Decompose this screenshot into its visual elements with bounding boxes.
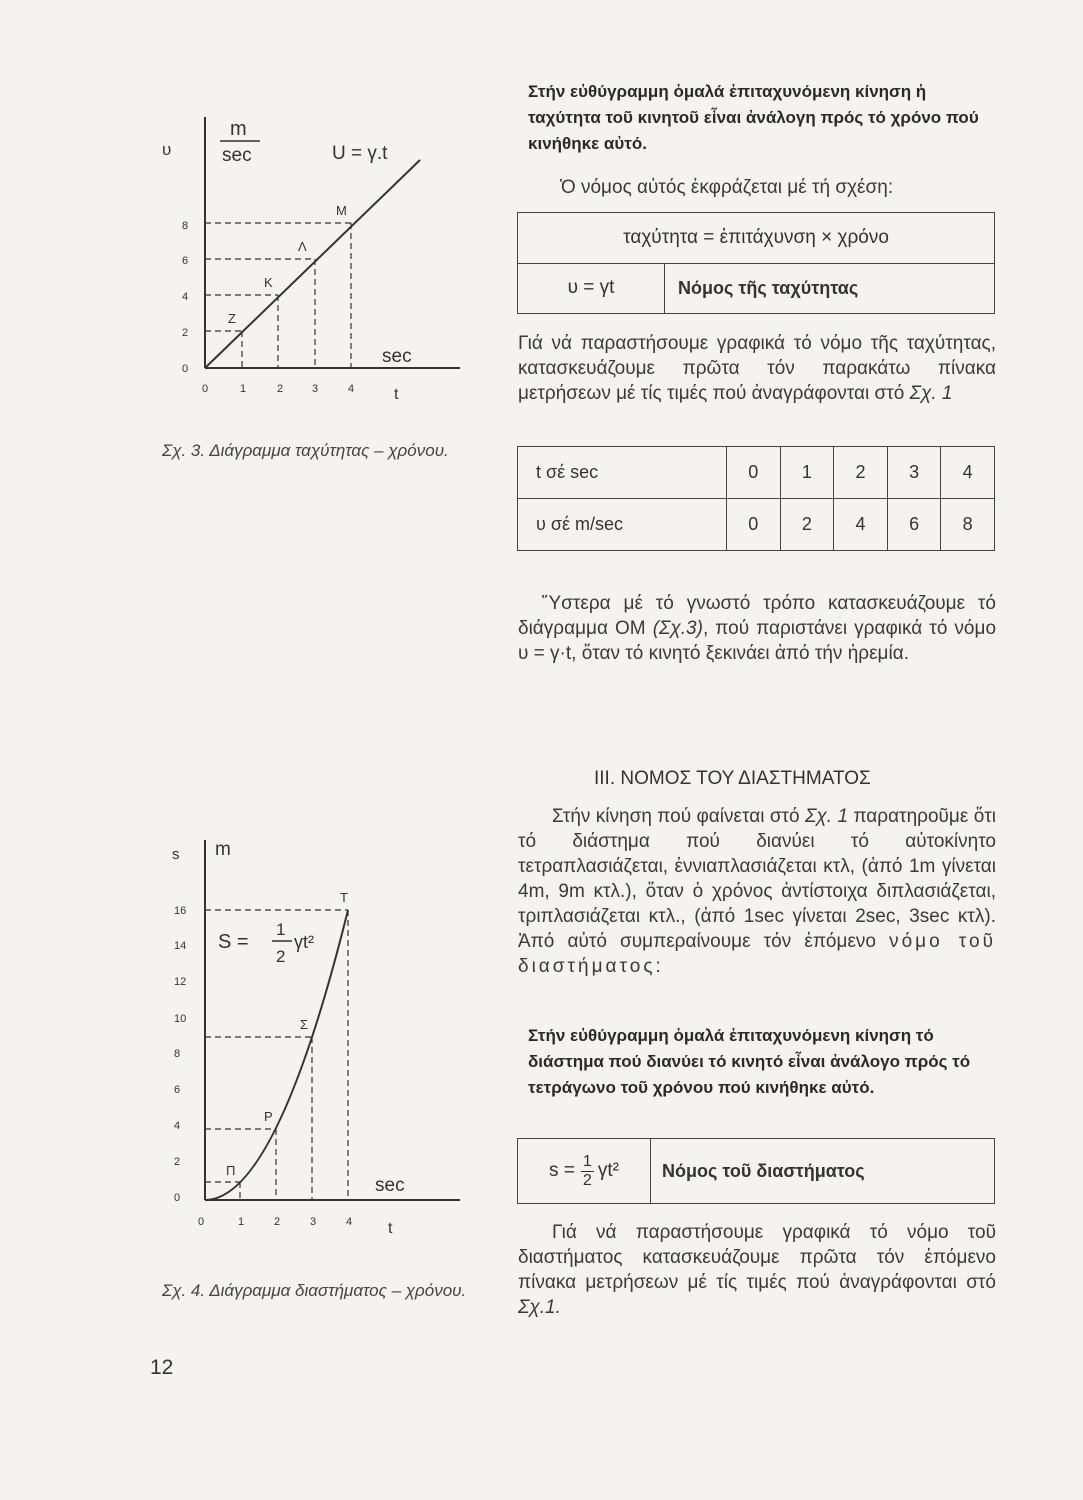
paragraph-2 (518, 591, 996, 666)
x-tick: 0 (198, 1216, 205, 1228)
formula-den: 2 (582, 1171, 592, 1189)
y-tick: 2 (182, 327, 189, 339)
paragraph-2-text-b: , πού παριστάνει γραφικά τό νόμο υ = γ·t, ὅταν τό κινητό ξεκινάει ἀπό τήν ἠρεμία. (518, 618, 997, 664)
distance-law-formula (518, 1139, 651, 1203)
x-tick: 2 (274, 1216, 281, 1228)
formula-rhs: γt² (294, 932, 314, 952)
paragraph-1-ref: Σχ. 1 (909, 383, 953, 404)
y-unit: m (215, 839, 231, 860)
y-tick: 14 (174, 940, 187, 952)
paragraph-3 (518, 804, 996, 979)
paragraph-3-text: Στήν κίνηση πού φαίνεται στό (552, 806, 800, 827)
table-cell: 2 (780, 499, 834, 551)
formula-rhs: γt² (597, 1160, 619, 1181)
x-unit: sec (382, 346, 412, 367)
y-unit-den: sec (222, 145, 252, 166)
point-t: T (340, 890, 348, 905)
distance-formula-lhs: S = (218, 931, 249, 953)
table-cell: 2 (834, 447, 888, 499)
page-number: 12 (150, 1356, 174, 1379)
paragraph-3-text-b: παρατηροῦμε ὅτι τό διάστημα πού διανύει τό αὐτοκίνητο τετραπλασιάζεται, ἐννιαπλασιάζεται κτλ, (ἀπό 1m γίνεται 4m, 9m κτλ.), ὅταν ὁ χρόνος ἀντίστοιχα διπλασιάζεται, τριπλασιάζεται κτλ., (ἀπό 1sec γίνεται 2sec, 3sec κτλ). Ἀπό αὐτό συμπεραίνουμε τόν ἑπόμενο (518, 806, 997, 952)
figure-3-caption: Σχ. 3. Διάγραμμα ταχύτητας – χρόνου. (162, 441, 449, 460)
velocity-law-box (517, 212, 995, 314)
y-tick: 6 (182, 255, 189, 267)
x-tick: 1 (240, 383, 247, 395)
x-unit: sec (375, 1175, 405, 1196)
y-tick: 0 (182, 363, 189, 375)
velocity-law-intro: Ὁ νόμος αὐτός ἐκφράζεται μέ τή σχέση: (560, 177, 894, 198)
figure-4 (160, 835, 480, 1245)
paragraph-2-text: Ὕστερα μέ τό γνωστό τρόπο κατασκευάζουμε τό διάγραμμα ΟΜ (518, 593, 996, 639)
table-row (518, 499, 995, 551)
paragraph-4-text: Γιά νά παραστήσουμε γραφικά τό νόμο τοῦ διαστήματος κατασκευάζουμε πρῶτα τόν ἑπόμενο πίνακα μετρήσεων μέ τίς τιμές πού ἀναγράφονται στό (518, 1222, 996, 1293)
point-m: M (336, 203, 347, 218)
distance-law-name: Νόμος τοῦ διαστήματος (662, 1161, 865, 1181)
velocity-law-name: Νόμος τῆς ταχύτητας (678, 278, 859, 298)
table-cell: 0 (727, 499, 781, 551)
paragraph-3-ref: Σχ. 1 (805, 806, 849, 827)
y-tick: 16 (174, 905, 187, 917)
y-axis-symbol: s (172, 846, 180, 863)
point-rho: P (264, 1109, 273, 1124)
point-k: K (264, 275, 273, 290)
table-cell: 4 (834, 499, 888, 551)
paragraph-1-text: Γιά νά παραστήσουμε γραφικά τό νόμο τῆς ταχύτητας, κατασκευάζουμε πρῶτα τόν παρακάτω πίνακα μετρήσεων μέ τίς τιμές πού ἀναγράφονται στό (518, 333, 996, 404)
y-tick: 2 (174, 1156, 181, 1168)
point-pi: Π (226, 1163, 236, 1178)
measurement-table (517, 446, 995, 551)
table-cell: 3 (887, 447, 941, 499)
velocity-formula: U = γ.t (332, 143, 388, 164)
x-axis-symbol: t (388, 1220, 393, 1237)
velocity-law-words: ταχύτητα = ἐπιτάχυνση × χρόνο (518, 213, 994, 264)
figure-4-caption: Σχ. 4. Διάγραμμα διαστήματος – χρόνου. (162, 1281, 467, 1300)
velocity-law-statement: Στήν εὐθύγραμμη ὁμαλά ἐπιταχυνόμενη κίνηση ἡ ταχύτητα τοῦ κινητοῦ εἶναι ἀνάλογη πρός τό χρόνο πού κινήθηκε αὐτό. (528, 82, 979, 153)
section-heading: III. ΝΟΜΟΣ ΤΟΥ ΔΙΑΣΤΗΜΑΤΟΣ (594, 768, 871, 789)
table-cell: 1 (780, 447, 834, 499)
paragraph-1 (518, 331, 996, 406)
formula-num: 1 (582, 1152, 592, 1170)
y-tick: 4 (174, 1120, 181, 1132)
point-sigma: Σ (300, 1017, 309, 1032)
formula-den: 2 (276, 947, 286, 966)
velocity-law-formula: υ = γt (518, 263, 665, 313)
y-tick: 0 (174, 1192, 181, 1204)
x-tick: 1 (238, 1216, 245, 1228)
formula-num: 1 (276, 920, 286, 939)
table-cell: 6 (887, 499, 941, 551)
table-row-label: t σέ sec (518, 447, 727, 499)
paragraph-4-ref: Σχ.1. (518, 1297, 561, 1318)
paragraph-2-ref: (Σχ.3) (652, 618, 703, 639)
x-tick: 3 (312, 383, 319, 395)
table-row (518, 447, 995, 499)
y-unit-num: m (230, 118, 247, 140)
formula-fraction (581, 1153, 594, 1190)
x-tick: 3 (310, 1216, 317, 1228)
y-tick: 4 (182, 291, 189, 303)
y-tick: 8 (182, 220, 189, 232)
distance-law-statement: Στήν εὐθύγραμμη ὁμαλά ἐπιταχυνόμενη κίνηση τό διάστημα πού διανύει τό κινητό εἶναι ἀνάλογο πρός τό τετράγωνο τοῦ χρόνου πού κινήθηκε αὐτό. (528, 1026, 971, 1097)
figure-3 (160, 105, 480, 405)
formula-lhs: s = (549, 1160, 575, 1181)
point-z: Z (228, 311, 236, 326)
paragraph-3-spaced: νόμο τοῦ διαστήματος: (518, 931, 996, 977)
velocity-line (205, 160, 420, 368)
table-cell: 8 (941, 499, 995, 551)
x-tick: 4 (348, 383, 355, 395)
x-tick: 4 (346, 1216, 353, 1228)
point-lambda: Λ (298, 239, 307, 254)
y-axis-symbol: υ (162, 140, 172, 159)
y-tick: 12 (174, 976, 187, 988)
velocity-time-diagram (160, 105, 480, 405)
x-tick: 0 (202, 383, 209, 395)
table-row-label: υ σέ m/sec (518, 499, 727, 551)
x-axis-symbol: t (394, 386, 399, 403)
table-cell: 4 (941, 447, 995, 499)
y-tick: 8 (174, 1048, 181, 1060)
paragraph-4 (518, 1220, 996, 1320)
y-tick: 6 (174, 1084, 181, 1096)
distance-time-diagram (160, 835, 480, 1245)
table-cell: 0 (727, 447, 781, 499)
y-tick: 10 (174, 1013, 187, 1025)
distance-law-box (517, 1138, 995, 1204)
x-tick: 2 (277, 383, 284, 395)
